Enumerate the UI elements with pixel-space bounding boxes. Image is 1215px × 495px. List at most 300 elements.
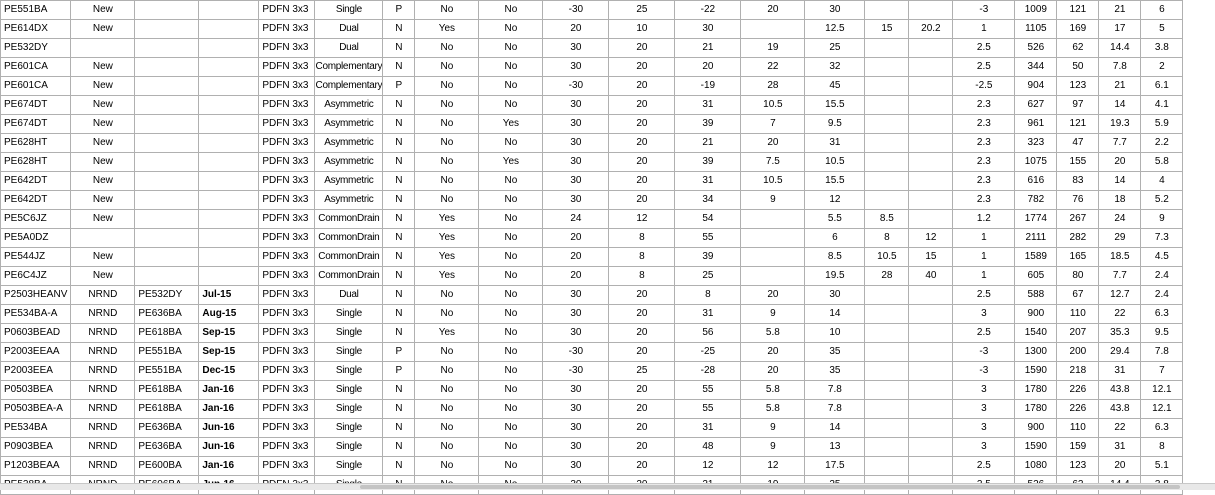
table-cell[interactable]: PE601CA xyxy=(1,77,71,96)
table-cell[interactable]: PDFN 3x3 xyxy=(259,267,315,286)
table-cell[interactable]: No xyxy=(479,20,543,39)
table-cell[interactable]: 3 xyxy=(953,305,1015,324)
table-cell[interactable]: N xyxy=(383,419,415,438)
table-cell[interactable]: No xyxy=(479,191,543,210)
table-cell[interactable]: 9.5 xyxy=(805,115,865,134)
table-cell[interactable]: 2.5 xyxy=(953,324,1015,343)
table-cell[interactable]: 9 xyxy=(741,419,805,438)
table-cell[interactable] xyxy=(135,39,199,58)
table-cell[interactable]: 20 xyxy=(609,172,675,191)
table-cell[interactable] xyxy=(865,77,909,96)
table-cell[interactable] xyxy=(199,229,259,248)
table-cell[interactable]: 2.5 xyxy=(953,39,1015,58)
table-cell[interactable]: No xyxy=(479,400,543,419)
table-cell[interactable]: 30 xyxy=(543,286,609,305)
table-cell[interactable]: No xyxy=(415,58,479,77)
table-cell[interactable]: N xyxy=(383,153,415,172)
table-cell[interactable]: 30 xyxy=(543,400,609,419)
table-cell[interactable] xyxy=(909,77,953,96)
table-cell[interactable]: P2003EEAA xyxy=(1,343,71,362)
table-cell[interactable]: Asymmetric xyxy=(315,134,383,153)
table-cell[interactable]: 526 xyxy=(1015,39,1057,58)
table-cell[interactable]: 9 xyxy=(1141,210,1183,229)
table-cell[interactable]: N xyxy=(383,229,415,248)
table-cell[interactable]: 30 xyxy=(543,134,609,153)
table-cell[interactable]: PDFN 3x3 xyxy=(259,96,315,115)
table-cell[interactable]: 3.8 xyxy=(1141,39,1183,58)
table-cell[interactable]: N xyxy=(383,191,415,210)
table-cell[interactable]: -30 xyxy=(543,362,609,381)
table-cell[interactable]: Dual xyxy=(315,20,383,39)
table-cell[interactable]: New xyxy=(71,96,135,115)
table-cell[interactable]: NRND xyxy=(71,286,135,305)
table-cell[interactable]: PE544JZ xyxy=(1,248,71,267)
table-cell[interactable]: Sep-15 xyxy=(199,343,259,362)
table-cell[interactable]: -28 xyxy=(675,362,741,381)
table-cell[interactable] xyxy=(865,39,909,58)
table-cell[interactable] xyxy=(199,39,259,58)
table-cell[interactable]: PE628HT xyxy=(1,153,71,172)
table-cell[interactable]: 6.3 xyxy=(1141,419,1183,438)
table-cell[interactable]: PDFN 3x3 xyxy=(259,438,315,457)
table-cell[interactable]: 43.8 xyxy=(1099,400,1141,419)
table-cell[interactable]: 20 xyxy=(1099,153,1141,172)
table-cell[interactable]: 20 xyxy=(609,400,675,419)
table-cell[interactable]: -2.5 xyxy=(953,77,1015,96)
table-cell[interactable]: 20 xyxy=(609,58,675,77)
table-cell[interactable]: 588 xyxy=(1015,286,1057,305)
table-cell[interactable]: 900 xyxy=(1015,419,1057,438)
table-cell[interactable]: 3 xyxy=(953,381,1015,400)
table-cell[interactable]: 55 xyxy=(675,229,741,248)
table-cell[interactable]: -25 xyxy=(675,343,741,362)
table-cell[interactable]: Jun-16 xyxy=(199,419,259,438)
table-cell[interactable]: 32 xyxy=(805,58,865,77)
table-cell[interactable]: No xyxy=(415,134,479,153)
table-cell[interactable]: 80 xyxy=(1057,267,1099,286)
table-cell[interactable]: 25 xyxy=(805,39,865,58)
table-cell[interactable]: NRND xyxy=(71,362,135,381)
table-cell[interactable]: Yes xyxy=(415,229,479,248)
table-cell[interactable] xyxy=(865,286,909,305)
table-cell[interactable]: 12.7 xyxy=(1099,286,1141,305)
table-cell[interactable]: 1105 xyxy=(1015,20,1057,39)
table-cell[interactable]: PDFN 3x3 xyxy=(259,153,315,172)
table-cell[interactable]: 1 xyxy=(953,248,1015,267)
table-cell[interactable]: No xyxy=(415,457,479,476)
table-cell[interactable]: 39 xyxy=(675,115,741,134)
table-cell[interactable] xyxy=(135,1,199,20)
table-cell[interactable]: 6 xyxy=(805,229,865,248)
table-cell[interactable]: 1080 xyxy=(1015,457,1057,476)
table-cell[interactable]: 39 xyxy=(675,153,741,172)
table-cell[interactable]: 5.5 xyxy=(805,210,865,229)
table-cell[interactable]: 22 xyxy=(1099,305,1141,324)
table-cell[interactable]: PDFN 3x3 xyxy=(259,39,315,58)
table-cell[interactable]: 25 xyxy=(609,1,675,20)
table-cell[interactable]: No xyxy=(415,400,479,419)
table-cell[interactable]: 20 xyxy=(543,229,609,248)
table-cell[interactable]: No xyxy=(479,457,543,476)
table-cell[interactable]: 12.1 xyxy=(1141,400,1183,419)
table-cell[interactable]: 35 xyxy=(805,362,865,381)
table-cell[interactable]: Single xyxy=(315,400,383,419)
table-cell[interactable]: 20 xyxy=(741,362,805,381)
table-cell[interactable]: 20 xyxy=(741,1,805,20)
table-cell[interactable]: 30 xyxy=(805,286,865,305)
table-cell[interactable]: 7.8 xyxy=(1099,58,1141,77)
table-cell[interactable]: 10.5 xyxy=(741,96,805,115)
table-cell[interactable]: 10.5 xyxy=(741,172,805,191)
table-cell[interactable] xyxy=(199,267,259,286)
table-cell[interactable]: 12.5 xyxy=(805,20,865,39)
table-cell[interactable]: 25 xyxy=(609,362,675,381)
table-cell[interactable]: Asymmetric xyxy=(315,191,383,210)
table-cell[interactable]: 39 xyxy=(675,248,741,267)
table-cell[interactable] xyxy=(865,305,909,324)
table-cell[interactable] xyxy=(909,191,953,210)
table-cell[interactable]: PE534BA xyxy=(1,419,71,438)
table-cell[interactable] xyxy=(909,115,953,134)
table-cell[interactable]: New xyxy=(71,172,135,191)
table-cell[interactable]: PE5A0DZ xyxy=(1,229,71,248)
table-cell[interactable]: PE642DT xyxy=(1,172,71,191)
table-cell[interactable] xyxy=(865,172,909,191)
table-cell[interactable]: 62 xyxy=(1057,39,1099,58)
table-cell[interactable]: 22 xyxy=(741,58,805,77)
table-cell[interactable]: 8 xyxy=(609,267,675,286)
table-cell[interactable]: 20 xyxy=(609,134,675,153)
table-cell[interactable] xyxy=(909,1,953,20)
table-cell[interactable]: 40 xyxy=(909,267,953,286)
table-cell[interactable]: 15 xyxy=(909,248,953,267)
table-cell[interactable]: 10 xyxy=(805,324,865,343)
table-cell[interactable] xyxy=(909,438,953,457)
table-cell[interactable] xyxy=(865,58,909,77)
table-cell[interactable]: 5.1 xyxy=(1141,457,1183,476)
table-cell[interactable]: New xyxy=(71,115,135,134)
table-cell[interactable]: No xyxy=(479,77,543,96)
table-cell[interactable]: NRND xyxy=(71,305,135,324)
table-cell[interactable]: NRND xyxy=(71,419,135,438)
table-cell[interactable]: Yes xyxy=(479,115,543,134)
table-cell[interactable]: No xyxy=(479,248,543,267)
table-cell[interactable]: N xyxy=(383,210,415,229)
table-cell[interactable]: 2.5 xyxy=(953,58,1015,77)
table-cell[interactable] xyxy=(199,58,259,77)
table-cell[interactable]: 207 xyxy=(1057,324,1099,343)
table-cell[interactable]: Single xyxy=(315,305,383,324)
table-cell[interactable]: 20 xyxy=(741,286,805,305)
table-cell[interactable] xyxy=(135,20,199,39)
table-cell[interactable]: P xyxy=(383,1,415,20)
table-cell[interactable]: 904 xyxy=(1015,77,1057,96)
table-cell[interactable]: 20 xyxy=(609,419,675,438)
table-cell[interactable]: PDFN 3x3 xyxy=(259,134,315,153)
table-cell[interactable]: -19 xyxy=(675,77,741,96)
table-cell[interactable]: 20 xyxy=(609,381,675,400)
table-cell[interactable] xyxy=(199,248,259,267)
table-cell[interactable] xyxy=(199,1,259,20)
table-cell[interactable]: 627 xyxy=(1015,96,1057,115)
table-cell[interactable]: 14 xyxy=(805,419,865,438)
table-cell[interactable]: 83 xyxy=(1057,172,1099,191)
table-cell[interactable]: No xyxy=(479,305,543,324)
table-cell[interactable] xyxy=(865,1,909,20)
table-cell[interactable] xyxy=(199,191,259,210)
table-cell[interactable]: 19.3 xyxy=(1099,115,1141,134)
table-cell[interactable]: 20 xyxy=(609,438,675,457)
table-cell[interactable]: 14 xyxy=(805,305,865,324)
table-cell[interactable]: Aug-15 xyxy=(199,305,259,324)
table-cell[interactable]: Single xyxy=(315,1,383,20)
table-cell[interactable]: 15.5 xyxy=(805,172,865,191)
table-cell[interactable]: NRND xyxy=(71,400,135,419)
table-cell[interactable]: 4.1 xyxy=(1141,96,1183,115)
table-cell[interactable]: PE618BA xyxy=(135,324,199,343)
table-cell[interactable] xyxy=(135,115,199,134)
table-cell[interactable]: 20 xyxy=(609,191,675,210)
table-cell[interactable]: 20 xyxy=(609,77,675,96)
table-cell[interactable]: Complementary xyxy=(315,58,383,77)
table-cell[interactable]: 20 xyxy=(609,96,675,115)
table-cell[interactable]: PDFN 3x3 xyxy=(259,172,315,191)
table-cell[interactable]: -3 xyxy=(953,1,1015,20)
table-cell[interactable]: 10 xyxy=(609,20,675,39)
table-cell[interactable]: Jan-16 xyxy=(199,457,259,476)
table-cell[interactable]: 24 xyxy=(1099,210,1141,229)
table-cell[interactable]: 323 xyxy=(1015,134,1057,153)
table-cell[interactable]: CommonDrain xyxy=(315,229,383,248)
table-cell[interactable]: 123 xyxy=(1057,77,1099,96)
table-cell[interactable] xyxy=(71,229,135,248)
table-cell[interactable]: 30 xyxy=(805,1,865,20)
table-cell[interactable]: 20 xyxy=(543,267,609,286)
table-cell[interactable]: 18 xyxy=(1099,191,1141,210)
table-cell[interactable] xyxy=(135,267,199,286)
table-cell[interactable]: -3 xyxy=(953,362,1015,381)
table-cell[interactable]: N xyxy=(383,381,415,400)
table-cell[interactable]: Dual xyxy=(315,286,383,305)
table-cell[interactable]: No xyxy=(479,96,543,115)
table-cell[interactable] xyxy=(135,229,199,248)
table-cell[interactable]: Single xyxy=(315,324,383,343)
table-cell[interactable]: 35 xyxy=(805,343,865,362)
table-cell[interactable]: PDFN 3x3 xyxy=(259,324,315,343)
table-cell[interactable]: -30 xyxy=(543,1,609,20)
table-cell[interactable] xyxy=(865,153,909,172)
table-cell[interactable]: 605 xyxy=(1015,267,1057,286)
table-cell[interactable]: 21 xyxy=(1099,77,1141,96)
table-cell[interactable] xyxy=(909,96,953,115)
table-cell[interactable]: No xyxy=(415,39,479,58)
table-cell[interactable]: 7 xyxy=(741,115,805,134)
table-cell[interactable]: 20 xyxy=(543,20,609,39)
table-cell[interactable]: PDFN 3x3 xyxy=(259,362,315,381)
table-cell[interactable]: 7.8 xyxy=(1141,343,1183,362)
table-cell[interactable]: 20 xyxy=(609,457,675,476)
table-cell[interactable]: 28 xyxy=(865,267,909,286)
table-cell[interactable]: 29.4 xyxy=(1099,343,1141,362)
table-cell[interactable]: N xyxy=(383,39,415,58)
table-cell[interactable]: PE532DY xyxy=(135,286,199,305)
table-cell[interactable]: 12 xyxy=(805,191,865,210)
table-cell[interactable]: 20 xyxy=(609,343,675,362)
table-cell[interactable]: No xyxy=(415,286,479,305)
table-cell[interactable]: 2.2 xyxy=(1141,134,1183,153)
table-cell[interactable]: 121 xyxy=(1057,1,1099,20)
table-cell[interactable]: PE551BA xyxy=(1,1,71,20)
table-cell[interactable]: 30 xyxy=(543,115,609,134)
table-cell[interactable]: 1780 xyxy=(1015,381,1057,400)
table-cell[interactable]: 1774 xyxy=(1015,210,1057,229)
table-cell[interactable]: 17.5 xyxy=(805,457,865,476)
table-cell[interactable]: P0503BEA-A xyxy=(1,400,71,419)
table-cell[interactable]: 5.8 xyxy=(1141,153,1183,172)
table-cell[interactable]: 1.2 xyxy=(953,210,1015,229)
table-cell[interactable]: 2.3 xyxy=(953,134,1015,153)
table-cell[interactable]: PDFN 3x3 xyxy=(259,286,315,305)
table-cell[interactable] xyxy=(135,210,199,229)
table-cell[interactable]: 5.2 xyxy=(1141,191,1183,210)
table-cell[interactable]: 30 xyxy=(543,191,609,210)
table-cell[interactable]: PE674DT xyxy=(1,96,71,115)
table-cell[interactable]: 21 xyxy=(675,134,741,153)
table-cell[interactable] xyxy=(199,153,259,172)
table-cell[interactable]: New xyxy=(71,20,135,39)
table-cell[interactable] xyxy=(909,210,953,229)
table-cell[interactable] xyxy=(865,343,909,362)
table-cell[interactable]: PE600BA xyxy=(135,457,199,476)
table-cell[interactable]: 961 xyxy=(1015,115,1057,134)
table-cell[interactable]: PE551BA xyxy=(135,343,199,362)
table-cell[interactable]: No xyxy=(479,39,543,58)
table-cell[interactable] xyxy=(199,96,259,115)
table-cell[interactable]: New xyxy=(71,58,135,77)
table-cell[interactable]: CommonDrain xyxy=(315,210,383,229)
table-cell[interactable]: Asymmetric xyxy=(315,153,383,172)
table-cell[interactable] xyxy=(909,400,953,419)
table-cell[interactable]: Dec-15 xyxy=(199,362,259,381)
table-cell[interactable]: 5.9 xyxy=(1141,115,1183,134)
table-cell[interactable]: 13 xyxy=(805,438,865,457)
table-cell[interactable]: 282 xyxy=(1057,229,1099,248)
table-cell[interactable]: 7.8 xyxy=(805,400,865,419)
table-cell[interactable]: 616 xyxy=(1015,172,1057,191)
table-cell[interactable]: New xyxy=(71,134,135,153)
table-cell[interactable] xyxy=(909,58,953,77)
table-cell[interactable]: No xyxy=(415,77,479,96)
table-cell[interactable]: 50 xyxy=(1057,58,1099,77)
table-cell[interactable]: No xyxy=(415,343,479,362)
table-cell[interactable] xyxy=(865,438,909,457)
table-cell[interactable]: 8 xyxy=(1141,438,1183,457)
table-cell[interactable]: Yes xyxy=(479,153,543,172)
table-cell[interactable]: 55 xyxy=(675,381,741,400)
table-cell[interactable]: 2111 xyxy=(1015,229,1057,248)
table-cell[interactable]: PDFN 3x3 xyxy=(259,210,315,229)
table-cell[interactable]: 9.5 xyxy=(1141,324,1183,343)
table-cell[interactable]: 47 xyxy=(1057,134,1099,153)
table-cell[interactable]: 7.8 xyxy=(805,381,865,400)
table-cell[interactable]: 30 xyxy=(543,457,609,476)
table-cell[interactable] xyxy=(135,191,199,210)
table-cell[interactable]: 8.5 xyxy=(865,210,909,229)
table-cell[interactable]: 17 xyxy=(1099,20,1141,39)
table-cell[interactable]: No xyxy=(479,324,543,343)
table-cell[interactable] xyxy=(135,134,199,153)
table-cell[interactable]: PE614DX xyxy=(1,20,71,39)
table-cell[interactable]: 30 xyxy=(543,381,609,400)
table-cell[interactable]: NRND xyxy=(71,438,135,457)
table-cell[interactable] xyxy=(909,419,953,438)
table-cell[interactable]: 31 xyxy=(1099,438,1141,457)
table-cell[interactable]: 9 xyxy=(741,438,805,457)
table-cell[interactable]: 14.4 xyxy=(1099,39,1141,58)
table-cell[interactable]: 97 xyxy=(1057,96,1099,115)
table-cell[interactable]: N xyxy=(383,20,415,39)
table-cell[interactable]: 12 xyxy=(675,457,741,476)
table-cell[interactable]: 1 xyxy=(953,20,1015,39)
table-cell[interactable]: Jun-16 xyxy=(199,438,259,457)
table-cell[interactable]: 6.1 xyxy=(1141,77,1183,96)
table-cell[interactable] xyxy=(135,77,199,96)
table-cell[interactable]: P0603BEAD xyxy=(1,324,71,343)
table-cell[interactable]: 8.5 xyxy=(805,248,865,267)
table-cell[interactable]: PE636BA xyxy=(135,438,199,457)
table-cell[interactable]: 169 xyxy=(1057,20,1099,39)
table-cell[interactable]: No xyxy=(479,267,543,286)
table-cell[interactable]: PE532DY xyxy=(1,39,71,58)
table-cell[interactable]: 20 xyxy=(741,134,805,153)
table-cell[interactable]: 20 xyxy=(741,343,805,362)
table-cell[interactable] xyxy=(741,20,805,39)
table-cell[interactable]: N xyxy=(383,58,415,77)
scrollbar-thumb[interactable] xyxy=(360,485,1180,489)
table-cell[interactable]: 110 xyxy=(1057,419,1099,438)
table-cell[interactable] xyxy=(135,248,199,267)
table-cell[interactable]: 2 xyxy=(1141,58,1183,77)
table-cell[interactable]: PDFN 3x3 xyxy=(259,343,315,362)
table-cell[interactable]: 56 xyxy=(675,324,741,343)
table-cell[interactable]: 20 xyxy=(609,39,675,58)
table-cell[interactable]: 226 xyxy=(1057,381,1099,400)
table-cell[interactable]: 7 xyxy=(1141,362,1183,381)
table-cell[interactable] xyxy=(71,39,135,58)
table-cell[interactable] xyxy=(865,324,909,343)
table-cell[interactable]: -30 xyxy=(543,77,609,96)
table-cell[interactable]: N xyxy=(383,134,415,153)
table-cell[interactable]: PDFN 3x3 xyxy=(259,400,315,419)
table-cell[interactable]: 20 xyxy=(609,286,675,305)
table-cell[interactable] xyxy=(865,400,909,419)
table-cell[interactable]: Dual xyxy=(315,39,383,58)
table-cell[interactable]: 200 xyxy=(1057,343,1099,362)
table-cell[interactable] xyxy=(135,96,199,115)
table-cell[interactable]: 3 xyxy=(953,400,1015,419)
table-cell[interactable]: 1590 xyxy=(1015,438,1057,457)
table-cell[interactable]: 782 xyxy=(1015,191,1057,210)
table-cell[interactable]: 267 xyxy=(1057,210,1099,229)
table-cell[interactable]: 20 xyxy=(675,58,741,77)
table-cell[interactable]: 110 xyxy=(1057,305,1099,324)
table-cell[interactable]: 18.5 xyxy=(1099,248,1141,267)
table-cell[interactable]: 30 xyxy=(543,305,609,324)
table-cell[interactable]: NRND xyxy=(71,381,135,400)
table-cell[interactable]: 155 xyxy=(1057,153,1099,172)
table-cell[interactable]: 30 xyxy=(543,39,609,58)
table-cell[interactable]: No xyxy=(415,305,479,324)
